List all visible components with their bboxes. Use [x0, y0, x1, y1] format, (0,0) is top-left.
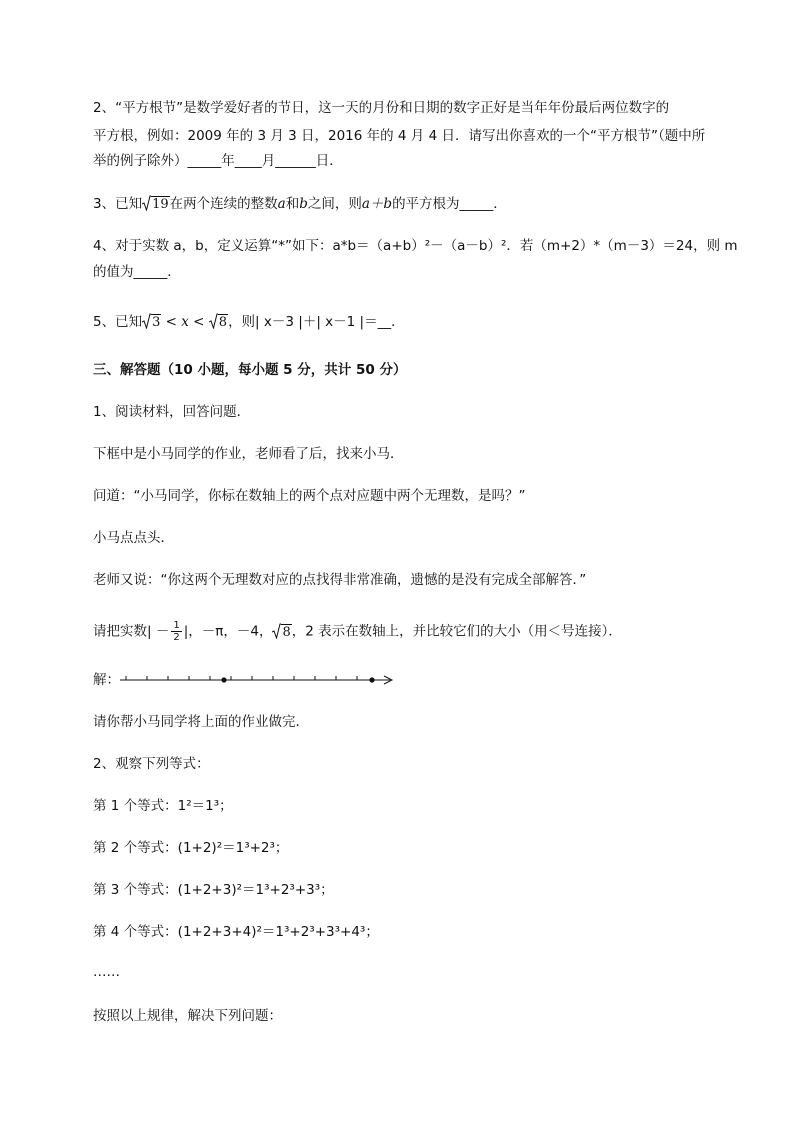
q3-expr: a＋b — [361, 196, 393, 212]
q2-line-3: 举的例子除外）_____年____月______日． — [93, 153, 343, 169]
number-line — [118, 670, 398, 690]
q3-prefix: 3、已知 — [93, 196, 143, 212]
number-line-ticks — [126, 676, 357, 680]
p1-l6-radicand: 8 — [282, 624, 291, 640]
p2-equation-3: 第 3 个等式：(1+2+3)²＝1³+2³+3³； — [93, 882, 334, 898]
q3-mid2: 和 — [285, 196, 300, 212]
sqrt-sign-icon — [272, 623, 281, 639]
fraction — [171, 620, 181, 643]
p1-line-5: 老师又说：“你这两个无理数对应的点找得非常准确，遗憾的是没有完成全部解答．” — [93, 572, 587, 588]
q5-prefix: 5、已知 — [93, 314, 143, 330]
q3-mid1: 在两个连续的整数 — [169, 196, 278, 212]
q5-line — [93, 312, 405, 332]
q2-line-2: 平方根，例如：2009 年的 3 月 3 日，2016 年的 4 月 4 日．请写出你喜欢的一个“平方根节”（题中所 — [93, 128, 706, 144]
q3-var-b: b — [299, 196, 308, 212]
solution-label: 解： — [93, 672, 120, 688]
sqrt-sign-icon — [142, 195, 151, 211]
q5-inequality: < x < — [161, 314, 209, 330]
p1-line-1: 1、阅读材料，回答问题． — [93, 404, 251, 420]
q5-radicand-2: 8 — [218, 315, 228, 330]
sqrt-sign-icon — [209, 313, 218, 329]
p1-line-8: 请你帮小马同学将上面的作业做完． — [93, 714, 309, 730]
p1-l6-prefix: 请把实数| － — [93, 623, 170, 640]
q2-line-1: 2、“平方根节”是数学爱好者的节日，这一天的月份和日期的数字正好是当年年份最后两位数字的 — [93, 100, 670, 116]
section-3-title: 三、解答题（10 小题，每小题 5 分，共计 50 分） — [93, 362, 407, 378]
p1-line-2: 下框中是小马同学的作业，老师看了后，找来小马． — [93, 446, 404, 462]
p2-line-1: 2、观察下列等式： — [93, 756, 210, 772]
q3-radicand: 19 — [152, 197, 169, 212]
p1-l6-suffix: ，2 表示在数轴上，并比较它们的大小（用＜号连接）． — [291, 623, 622, 640]
fraction-numerator: 1 — [173, 620, 180, 631]
q5-radicand-1: 3 — [152, 315, 161, 330]
p2-line-last: 按照以上规律，解决下列问题： — [93, 1008, 282, 1024]
q3-line — [93, 194, 507, 214]
sqrt-sign-icon — [142, 313, 151, 329]
p1-line-3: 问道：“小马同学，你标在数轴上的两个点对应题中两个无理数，是吗？” — [93, 488, 526, 504]
number-line-point-1 — [221, 677, 226, 682]
fraction-denominator: 2 — [173, 632, 180, 643]
p1-line-6 — [93, 620, 622, 643]
q5-suffix: ，则| x－3 |＋| x－1 |＝__． — [228, 314, 405, 330]
q3-mid3: 之间，则 — [307, 196, 362, 212]
q3-suffix: 的平方根为_____． — [392, 196, 507, 212]
q3-var-a: a — [277, 196, 286, 212]
p1-line-4: 小马点点头． — [93, 530, 174, 546]
p2-ellipsis: …… — [93, 964, 120, 980]
number-line-point-2 — [369, 677, 374, 682]
q4-line-2: 的值为_____． — [93, 264, 181, 280]
p2-equation-1: 第 1 个等式：1²＝1³； — [93, 798, 233, 814]
p2-equation-4: 第 4 个等式：(1+2+3+4)²＝1³+2³+3³+4³； — [93, 924, 379, 940]
p2-equation-2: 第 2 个等式：(1+2)²＝1³+2³； — [93, 840, 289, 856]
p1-l6-mid: |，－π，－4， — [183, 623, 273, 640]
q4-line-1: 4、对于实数 a，b，定义运算“*”如下：a*b＝（a+b）²－（a－b）²．若（m+2）*（m－3）＝24，则 m — [93, 238, 738, 254]
